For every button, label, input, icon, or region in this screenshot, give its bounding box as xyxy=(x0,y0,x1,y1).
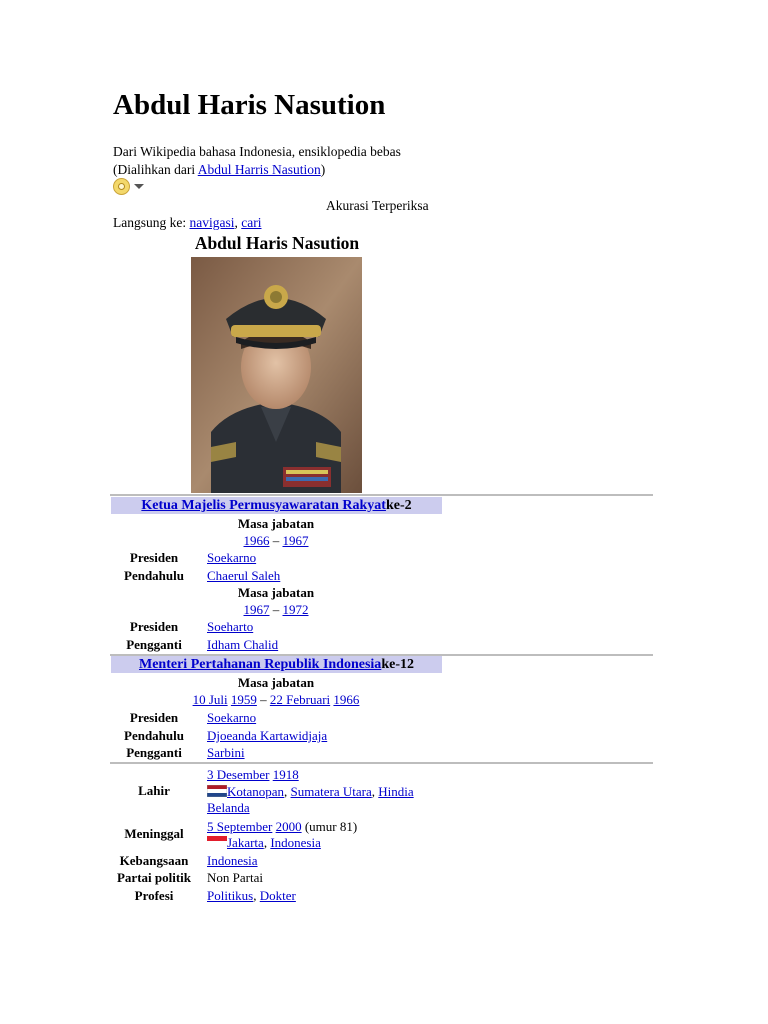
born-place: Kotanopan, Sumatera Utara, Hindia xyxy=(207,783,414,800)
president-label: Presiden xyxy=(129,710,179,725)
term-end-year-link[interactable]: 1966 xyxy=(333,692,360,707)
president-link[interactable]: Soeharto xyxy=(207,619,254,634)
site-tagline: Dari Wikipedia bahasa Indonesia, ensiklopedia bebas xyxy=(113,144,401,159)
infobox-divider xyxy=(110,494,653,496)
jump-separator: , xyxy=(234,215,242,230)
died-age: (umur 81) xyxy=(301,819,358,834)
term-dates: 10 Juli 1959 – 22 Februari 1966 xyxy=(192,692,360,707)
died-year-link[interactable]: 2000 xyxy=(275,819,302,834)
died-date xyxy=(207,818,357,835)
term-dates: 1966 – 1967 xyxy=(243,533,309,548)
predecessor-link[interactable]: Djoeanda Kartawidjaja xyxy=(207,728,328,743)
jump-search-link[interactable]: cari xyxy=(241,215,262,230)
term-label: Masa jabatan xyxy=(237,675,315,690)
flagged-revision-icon xyxy=(113,178,130,195)
successor-label: Pengganti xyxy=(126,637,182,652)
profession-link[interactable]: Politikus xyxy=(207,888,254,903)
died-place: Jakarta, Indonesia xyxy=(207,834,321,851)
predecessor-label: Pendahulu xyxy=(124,568,184,583)
profession-label: Profesi xyxy=(134,888,174,903)
born-day-link[interactable]: 3 Desember xyxy=(207,767,270,782)
page-title: Abdul Haris Nasution xyxy=(113,89,386,121)
died-label: Meninggal xyxy=(124,826,184,841)
successor-label: Pengganti xyxy=(126,745,182,760)
office-header-defense xyxy=(111,656,442,673)
president-link[interactable]: Soekarno xyxy=(207,550,257,565)
predecessor-label: Pendahulu xyxy=(124,728,184,743)
redirect-note xyxy=(113,161,325,179)
term-end-link[interactable]: 1972 xyxy=(282,602,309,617)
office-link-mpr[interactable]: Ketua Majelis Permusyawaratan Rakyat xyxy=(141,497,386,513)
successor-link[interactable]: Idham Chalid xyxy=(207,637,279,652)
term-start-day-link[interactable]: 10 Juli xyxy=(192,692,228,707)
born-label: Lahir xyxy=(138,783,170,798)
term-end-link[interactable]: 1967 xyxy=(282,533,309,548)
died-place-link[interactable]: Jakarta xyxy=(227,835,264,850)
party-label: Partai politik xyxy=(116,870,192,885)
term-label: Masa jabatan xyxy=(237,585,315,600)
redirect-source-link[interactable]: Abdul Harris Nasution xyxy=(197,162,321,177)
predecessor-link[interactable]: Chaerul Saleh xyxy=(207,568,281,583)
office-link-defense[interactable]: Menteri Pertahanan Republik Indonesia xyxy=(139,656,382,672)
term-start-link[interactable]: 1967 xyxy=(243,602,270,617)
president-label: Presiden xyxy=(129,619,179,634)
born-place-link[interactable]: Kotanopan xyxy=(227,784,285,799)
netherlands-flag-icon xyxy=(207,785,227,797)
indonesia-flag-icon xyxy=(207,836,227,846)
jump-to-links xyxy=(113,214,261,232)
office-ordinal: ke-12 xyxy=(381,656,414,672)
jump-prefix: Langsung ke: xyxy=(113,215,190,230)
term-start-year-link[interactable]: 1959 xyxy=(230,692,257,707)
term-dates: 1967 – 1972 xyxy=(243,602,309,617)
president-label: Presiden xyxy=(129,550,179,565)
born-date xyxy=(207,766,299,783)
office-ordinal: ke-2 xyxy=(385,497,412,513)
born-year-link[interactable]: 1918 xyxy=(272,767,299,782)
born-country-link[interactable]: Hindia xyxy=(378,784,414,799)
term-label: Masa jabatan xyxy=(237,516,315,531)
redirect-suffix: ) xyxy=(320,162,326,177)
died-day-link[interactable]: 5 September xyxy=(207,819,273,834)
term-end-day-link[interactable]: 22 Februari xyxy=(269,692,331,707)
born-country-link[interactable]: Belanda xyxy=(207,800,250,815)
portrait-image[interactable] xyxy=(191,257,362,493)
died-country-link[interactable]: Indonesia xyxy=(270,835,321,850)
successor-link[interactable]: Sarbini xyxy=(207,745,245,760)
party-value: Non Partai xyxy=(207,870,263,885)
term-start-link[interactable]: 1966 xyxy=(243,533,270,548)
president-link[interactable]: Soekarno xyxy=(207,710,257,725)
born-region-link[interactable]: Sumatera Utara xyxy=(290,784,372,799)
profession-link[interactable]: Dokter xyxy=(259,888,296,903)
redirect-prefix: (Dialihkan dari xyxy=(113,162,198,177)
accuracy-status: Akurasi Terperiksa xyxy=(326,198,429,213)
nationality-link[interactable]: Indonesia xyxy=(207,853,258,868)
nationality-label: Kebangsaan xyxy=(119,853,189,868)
jump-navigation-link[interactable]: navigasi xyxy=(189,215,235,230)
office-header-mpr xyxy=(111,497,442,514)
infobox-divider xyxy=(110,762,653,764)
flagged-revs-dropdown[interactable] xyxy=(113,178,144,195)
infobox-title: Abdul Haris Nasution xyxy=(194,233,360,253)
chevron-down-icon xyxy=(134,184,144,189)
